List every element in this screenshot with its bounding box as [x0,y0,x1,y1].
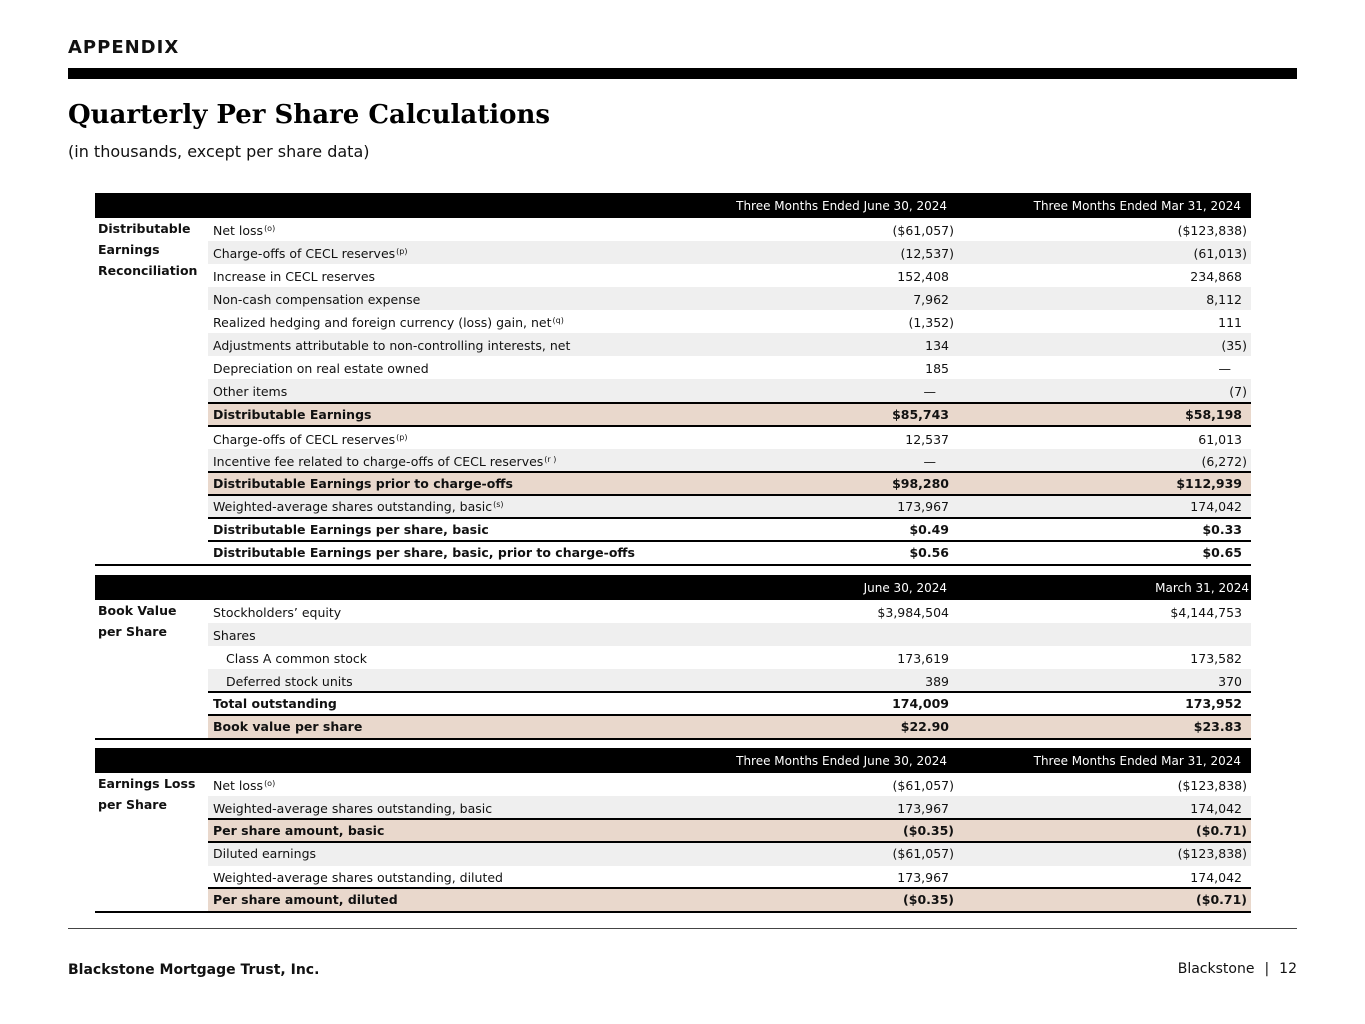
table-row: Deferred stock units 389 370 [208,669,1251,692]
distributable-earnings-table [95,193,1251,560]
table-row: Net loss$^{(o)}$ ($61,057) ($123,838) [213,778,1247,793]
table-bottom-rule [95,738,1251,740]
row-group-label: Distributable Earnings Reconciliation [98,221,198,278]
table-row: Charge-offs of CECL reserves$^{(p)}$ (12,537) (61,013) [208,241,1251,264]
footer-brand: Blackstone [1177,961,1255,977]
table-row: Non-cash compensation expense 7,962 8,112 [208,287,1251,310]
page-subtitle: (in thousands, except per share data) [68,142,370,161]
book-value-table [95,575,1251,734]
table-row: Weighted-average shares outstanding, diluted 173,967 174,042 [213,870,1242,885]
header-rule [68,68,1297,79]
column-header: June 30, 2024 [863,581,947,595]
row-group-label: Earnings Loss per Share [98,776,196,812]
table-row: Other items — (7) [208,379,1251,402]
table-row: Realized hedging and foreign currency (loss) gain, net$^{(q)}$ (1,352) 111 [213,315,1242,330]
table-header [95,575,1251,600]
table-row-total: Distributable Earnings per share, basic $0.49 $0.33 [208,517,1251,542]
earnings-loss-table [95,748,1251,907]
table-row: Charge-offs of CECL reserves$^{(p)}$ 12,537 61,013 [208,425,1251,450]
page-title: Quarterly Per Share Calculations [68,100,550,130]
table-bottom-rule [95,564,1251,566]
page-number: 12 [1279,961,1297,977]
table-header [95,748,1251,773]
table-row-total: Distributable Earnings per share, basic, prior to charge-offs $0.56 $0.65 [208,540,1251,565]
table-row: Shares [208,623,1251,646]
row-group-label: Book Value per Share [98,603,177,639]
table-header [95,193,1251,218]
table-row: Weighted-average shares outstanding, basic$^{(s)}$ 173,967 174,042 [208,494,1251,519]
column-header: Three Months Ended June 30, 2024 [736,199,947,213]
column-header: Three Months Ended June 30, 2024 [736,754,947,768]
column-header: Three Months Ended Mar 31, 2024 [1033,199,1241,213]
footer-page-info: Blackstone | 12 [1177,961,1297,977]
table-row: Weighted-average shares outstanding, basic 173,967 174,042 [208,796,1251,819]
table-row: Diluted earnings ($61,057) ($123,838) [208,841,1251,866]
table-row: Adjustments attributable to non-controlling interests, net 134 (35) [208,333,1251,356]
table-row-total: Distributable Earnings $85,743 $58,198 [208,402,1251,427]
table-row: Increase in CECL reserves 152,408 234,868 [213,269,1242,284]
table-row: Incentive fee related to charge-offs of CECL reserves$^{(r )}$ — (6,272) [208,449,1251,472]
table-row: Net loss$^{(o)}$ ($61,057) ($123,838) [213,223,1247,238]
table-row: Class A common stock 173,619 173,582 [226,651,1242,666]
table-row-total: Total outstanding 174,009 173,952 [208,691,1251,716]
table-row: Depreciation on real estate owned 185 — [213,361,1231,376]
table-row-total: Per share amount, diluted ($0.35) ($0.71) [208,887,1251,912]
section-label: APPENDIX [68,37,180,58]
table-bottom-rule [95,911,1251,913]
footer-company: Blackstone Mortgage Trust, Inc. [68,962,320,978]
column-header: March 31, 2024 [1155,581,1249,595]
table-row-total: Book value per share $22.90 $23.83 [208,714,1251,739]
footer-rule [68,928,1297,929]
table-row-total: Distributable Earnings prior to charge-offs $98,280 $112,939 [208,471,1251,496]
table-row-total: Per share amount, basic ($0.35) ($0.71) [208,818,1251,843]
column-header: Three Months Ended Mar 31, 2024 [1033,754,1241,768]
table-row: Stockholders’ equity $3,984,504 $4,144,753 [213,605,1242,620]
